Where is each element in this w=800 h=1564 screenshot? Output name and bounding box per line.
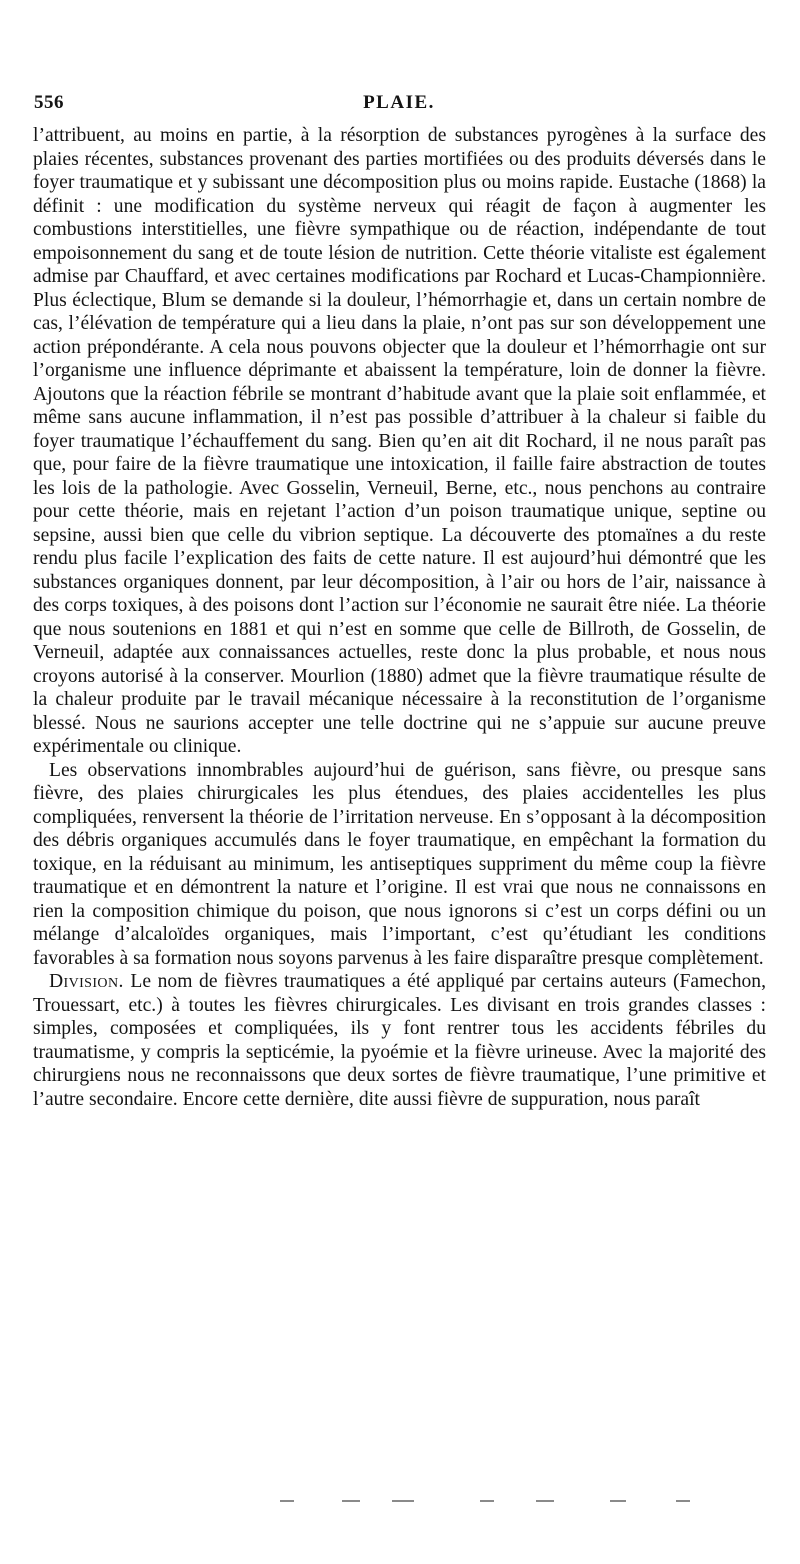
scan-speck [676, 1500, 690, 1502]
scan-speck [480, 1500, 494, 1502]
scan-speck [536, 1500, 554, 1502]
division-text: Le nom de fièvres traumatiques a été appliqué par certains auteurs (Famechon, Trouessart, etc.) à toutes les fièvres chirurgicales. Les divisant en trois grandes classes : simples, composées et compliquées, ils y font rentrer tous les accidents fébriles du traumatisme, y compris la septicémie, la pyoémie et la fièvre urineuse. Avec la majorité des chirurgiens nous ne reconnaissons que deux sortes de fièvre traumatique, l’une primitive et l’autre secondaire. Encore cette dernière, dite aussi fièvre de suppuration, nous paraît [33, 971, 766, 1110]
scan-speck [610, 1500, 626, 1502]
scan-speck [342, 1500, 360, 1502]
paragraph-observations: Les observations innombrables aujourd’hui de guérison, sans fièvre, ou presque sans fièvre, des plaies chirurgicales les plus étendues, des plaies accidentelles les plus compliquées, renversent la théorie de l’irritation nerveuse. En s’opposant à la décomposition des débris organiques accumulés dans le foyer traumatique, en empêchant la formation du toxique, en la réduisant au minimum, les antiseptiques suppriment du même coup la fièvre traumatique et en démontrent la nature et l’origine. Il est vrai que nous ne connaissons en rien la composition chimique du poison, que nous ignorons si c’est un corps défini ou un mélange d’alcaloïdes organiques, mais l’important, c’est qu’étudiant les conditions favorables à sa formation nous soyons parvenus à les faire disparaître presque complètement. [33, 759, 766, 969]
page-header [34, 92, 764, 118]
scan-speck [392, 1500, 414, 1502]
page-number: 556 [34, 92, 64, 113]
body-text [33, 124, 766, 1111]
scan-speck [280, 1500, 294, 1502]
paragraph-division [33, 970, 766, 1111]
paragraph-continuation: l’attribuent, au moins en partie, à la résorption de substances pyrogènes à la surface des plaies récentes, substances provenant des parties mortifiées ou des produits déversés dans le foyer traumatique et y subissant une décomposition plus ou moins rapide. Eustache (1868) la définit : une modification du système nerveux qui réagit de façon à augmenter les combustions interstitielles, une fièvre sympathique ou de réaction, indépendante de tout empoisonnement du sang et de toute lésion de nutrition. Cette théorie vitaliste est également admise par Chauffard, et avec certaines modifications par Rochard et Lucas-Championnière. Plus éclectique, Blum se demande si la douleur, l’hémorrhagie et, dans un certain nombre de cas, l’élévation de température qui a lieu dans la plaie, n’ont pas sur son développement une action prépondérante. A cela nous pouvons objecter que la douleur et l’hémorrhagie ont sur l’organisme une influence déprimante et abaissent la température, loin de donner la fièvre. Ajoutons que la réaction fébrile se montrant d’habitude avant que la plaie soit enflammée, et même sans aucune inflammation, il n’est pas possible d’attribuer à la chaleur si faible du foyer traumatique l’échauffement du sang. Bien qu’en ait dit Rochard, il ne nous paraît pas que, pour faire de la fièvre traumatique une intoxication, il faille faire abstraction de toutes les lois de la pathologie. Avec Gosselin, Verneuil, Berne, etc., nous penchons au contraire pour cette théorie, mais en rejetant l’action d’un poison traumatique unique, septine ou sepsine, aussi bien que celle du vibrion septique. La découverte des ptomaïnes a du reste rendu plus facile l’explication des faits de cette nature. Il est aujourd’hui démontré que les substances organiques donnent, par leur décomposition, à l’air ou hors de l’air, naissance à des corps toxiques, à des poisons dont l’action sur l’économie ne saurait être niée. La théorie que nous soutenions en 1881 et qui n’est en somme que celle de Billroth, de Gosselin, de Verneuil, adaptée aux connaissances actuelles, reste donc la plus probable, et nous nous croyons autorisé à la conserver. Mourlion (1880) admet que la fièvre traumatique résulte de la chaleur produite par le travail mécanique nécessaire à la reconstitution de l’organisme blessé. Nous ne saurions accepter une telle doctrine qui ne s’appuie sur aucune preuve expérimentale ou clinique. [33, 125, 766, 757]
division-heading: Division. [49, 971, 124, 992]
running-title: PLAIE. [363, 92, 435, 113]
scan-specks [280, 1500, 700, 1504]
